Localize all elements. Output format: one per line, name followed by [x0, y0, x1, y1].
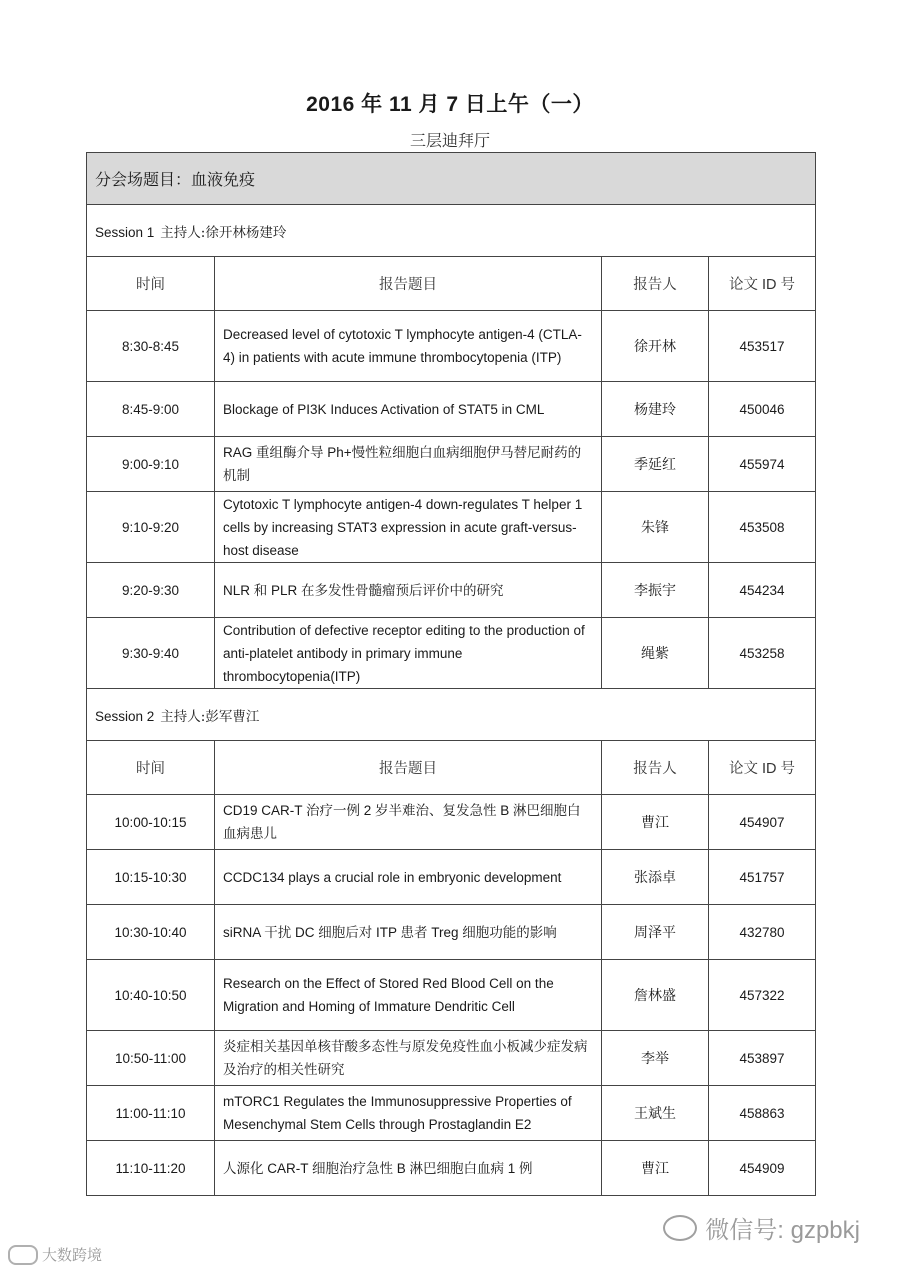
talk-title: CD19 CAR-T 治疗一例 2 岁半难治、复发急性 B 淋巴细胞白血病患儿: [215, 795, 602, 850]
session-header: [87, 689, 816, 741]
talk-speaker: 杨建玲: [602, 382, 709, 437]
talk-title: RAG 重组酶介导 Ph+慢性粒细胞白血病细胞伊马替尼耐药的机制: [215, 437, 602, 492]
talk-speaker: 绳紫: [602, 618, 709, 689]
col-header-time: 时间: [87, 741, 215, 795]
talk-speaker: 詹林盛: [602, 960, 709, 1031]
col-header-paper-id: 论文 ID 号: [709, 257, 816, 311]
talk-title: siRNA 干扰 DC 细胞后对 ITP 患者 Treg 细胞功能的影响: [215, 905, 602, 960]
paper-id: 453897: [709, 1031, 816, 1086]
paper-id: 457322: [709, 960, 816, 1031]
talk-time: 10:50-11:00: [87, 1031, 215, 1086]
talk-time: 10:00-10:15: [87, 795, 215, 850]
paper-id: 453258: [709, 618, 816, 689]
table-row: [87, 960, 816, 1031]
table-row: [87, 850, 816, 905]
session-label: Session 1: [95, 224, 155, 240]
corner-logo: [8, 1244, 102, 1265]
talk-speaker: 季延红: [602, 437, 709, 492]
talk-speaker: 张添卓: [602, 850, 709, 905]
paper-id: 450046: [709, 382, 816, 437]
corner-logo-text: 大数跨境: [42, 1247, 103, 1264]
wechat-watermark: [663, 1210, 860, 1245]
page-title: 2016 年 11 月 7 日上午（一）: [306, 93, 594, 116]
talk-speaker: 李振宇: [602, 563, 709, 618]
talk-time: 9:20-9:30: [87, 563, 215, 618]
talk-speaker: 王斌生: [602, 1086, 709, 1141]
talk-time: 8:45-9:00: [87, 382, 215, 437]
col-header-paper-id: 论文 ID 号: [709, 741, 816, 795]
talk-time: 9:10-9:20: [87, 492, 215, 563]
col-header-speaker: 报告人: [602, 741, 709, 795]
table-row: [87, 1031, 816, 1086]
brand-logo-icon: [8, 1245, 38, 1265]
column-header-row: [87, 741, 816, 795]
venue-label: 三层迪拜厅: [409, 133, 490, 150]
talk-title: Blockage of PI3K Induces Activation of STAT5 in CML: [215, 382, 602, 437]
wechat-icon: [663, 1215, 697, 1241]
paper-id: 453517: [709, 311, 816, 382]
session-header: [87, 205, 816, 257]
table-row: [87, 618, 816, 689]
col-header-time: 时间: [87, 257, 215, 311]
talk-speaker: 曹江: [602, 1141, 709, 1196]
paper-id: 454234: [709, 563, 816, 618]
talk-title: 人源化 CAR-T 细胞治疗急性 B 淋巴细胞白血病 1 例: [215, 1141, 602, 1196]
schedule-table: [86, 152, 816, 1196]
talk-title: Contribution of defective receptor editing to the production of anti-platelet antibody in primary immune thrombocytopenia(ITP): [215, 618, 602, 689]
talk-title: 炎症相关基因单核苷酸多态性与原发免疫性血小板减少症发病及治疗的相关性研究: [215, 1031, 602, 1086]
col-header-title: 报告题目: [215, 257, 602, 311]
talk-time: 10:40-10:50: [87, 960, 215, 1031]
session-host: 主持人:彭军曹江: [160, 708, 260, 725]
col-header-title: 报告题目: [215, 741, 602, 795]
table-row: [87, 382, 816, 437]
table-row: [87, 492, 816, 563]
paper-id: 451757: [709, 850, 816, 905]
talk-title: Decreased level of cytotoxic T lymphocyte antigen-4 (CTLA-4) in patients with acute immune thrombocytopenia (ITP): [215, 311, 602, 382]
paper-id: 453508: [709, 492, 816, 563]
paper-id: 454907: [709, 795, 816, 850]
watermark-text: 微信号: gzpbkj: [705, 1217, 860, 1244]
table-row: [87, 1086, 816, 1141]
talk-title: CCDC134 plays a crucial role in embryonic development: [215, 850, 602, 905]
talk-speaker: 周泽平: [602, 905, 709, 960]
talk-time: 10:30-10:40: [87, 905, 215, 960]
topic-row: [87, 153, 816, 205]
table-row: [87, 795, 816, 850]
talk-title: Research on the Effect of Stored Red Blood Cell on the Migration and Homing of Immature Dendritic Cell: [215, 960, 602, 1031]
col-header-speaker: 报告人: [602, 257, 709, 311]
paper-id: 454909: [709, 1141, 816, 1196]
table-row: [87, 563, 816, 618]
talk-time: 11:10-11:20: [87, 1141, 215, 1196]
talk-title: mTORC1 Regulates the Immunosuppressive Properties of Mesenchymal Stem Cells through Prostaglandin E2: [215, 1086, 602, 1141]
talk-time: 11:00-11:10: [87, 1086, 215, 1141]
table-row: [87, 311, 816, 382]
talk-time: 9:30-9:40: [87, 618, 215, 689]
talk-speaker: 徐开林: [602, 311, 709, 382]
session-topic: 分会场题目：血液免疫: [87, 153, 816, 205]
talk-time: 9:00-9:10: [87, 437, 215, 492]
talk-speaker: 李举: [602, 1031, 709, 1086]
table-row: [87, 437, 816, 492]
session-label: Session 2: [95, 708, 155, 724]
table-row: [87, 905, 816, 960]
session-host: 主持人:徐开林杨建玲: [160, 224, 287, 241]
talk-title: Cytotoxic T lymphocyte antigen-4 down-regulates T helper 1 cells by increasing STAT3 expression in acute graft-versus-host disease: [215, 492, 602, 563]
paper-id: 432780: [709, 905, 816, 960]
talk-time: 8:30-8:45: [87, 311, 215, 382]
talk-time: 10:15-10:30: [87, 850, 215, 905]
talk-speaker: 曹江: [602, 795, 709, 850]
talk-speaker: 朱锋: [602, 492, 709, 563]
paper-id: 458863: [709, 1086, 816, 1141]
paper-id: 455974: [709, 437, 816, 492]
talk-title: NLR 和 PLR 在多发性骨髓瘤预后评价中的研究: [215, 563, 602, 618]
column-header-row: [87, 257, 816, 311]
table-row: [87, 1141, 816, 1196]
